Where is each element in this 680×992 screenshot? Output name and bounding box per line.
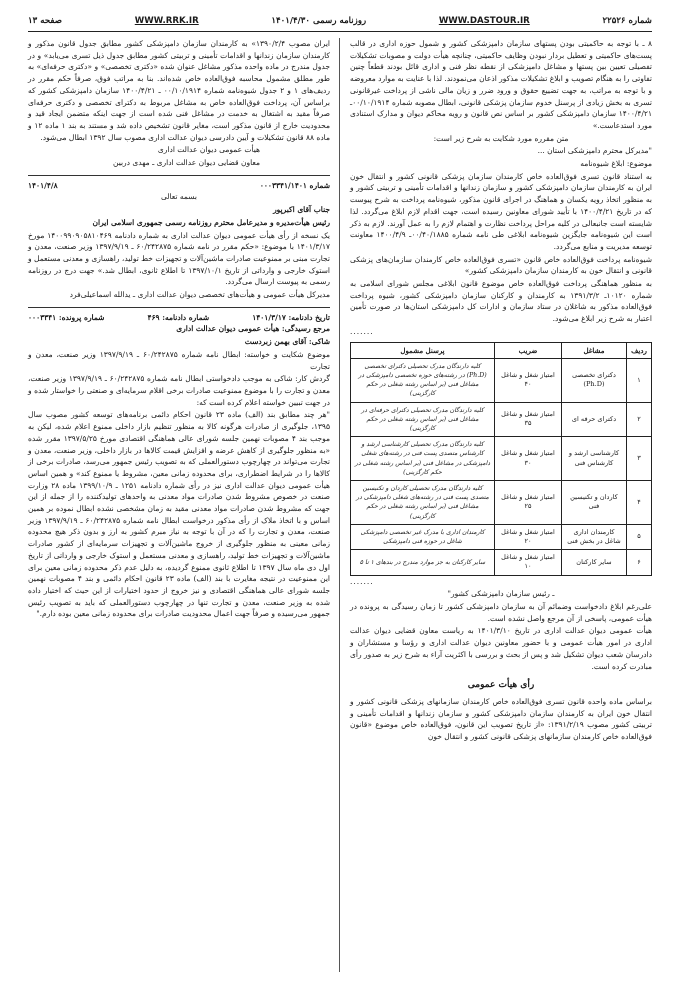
job-cell: دکترای حرفه ای <box>562 402 627 437</box>
row-number-cell: ۲ <box>627 402 652 437</box>
col-header-staff: پرسنل مشمول <box>351 342 495 358</box>
quote-paragraph: "هر چند مطابق بند (الف) ماده ۲۳ قانون احکام دائمی برنامه‌های توسعه کشور مصوب سال ۱۳۹۵، جلوگیری از صادرات هرگونه کالا به منظور تنظیم بازار داخلی ممنوع اعلام شده، لیکن به موجب بند ۴ مصوبات نهمین جلسه شورای عالی هماهنگی اقتصادی مورخ ۱۳۹۷/۵/۲۵ مقرر شده «به منظور جلوگیری از کاهش عرضه و افزایش قیمت کالاها در بازار داخلی، وزیر صنعت، معدن و تجارت می‌تواند در چهارچوب دستورالعملی که به تصویب رئیس جمهور می‌رسد، صادرات برخی از کالاها را در شرایط اضطراری، برای محدوده زمانی معین، مشروط یا ممنوع کند» و همین اساس هیأت عمومی دیوان عدالت اداری نیز در رأی شماره دادنامه ۱۲۵۱ ـ ۱۳۹۹/۱۰/۹ ماده ۲۸ وزارت صنعت در خصوص مشروط شدن صادرات مواد معدنی به واحدهای تولیدکننده را از جمله از این جهت که مشروط شدن صادرات مواد معدنی مقید به زمان مشخصی نشده ابطال نموده بر همین اساس و با اتخاذ ملاک از رأی مذکور درخواست ابطال نامه شماره ۶۰/۲۴۲۸۷۵ ـ ۱۳۹۷/۹/۱۹ وزیر صنعت، معدن و تجارت را که در آن با توجه به نیاز مبرم کشور به ارز و بدون ذکر هیچ محدوده زمانی معینی به منظور جلوگیری از خروج ماشین‌آلات و تجهیزات سرمایه‌ای از کشور صادرات ماشین‌آلات و تجهیزات خط تولید، راهسازی و معدنی مستعمل و استوک خارجی و وارداتی از تاریخ اول دی ماه سال ۱۳۹۷ تا اطلاع ثانوی ممنوع گردیده، به دلیل عدم ذکر محدوده زمانی معین برای این ممنوعیت در نتیجه مغایرت با بند (الف) ماده ۲۳ قانون احکام دائمی و بند ۴ مصوبات نهمین جلسه شورای عالی هماهنگی اقتصادی و نیز خروج از حدود اختیارات از این حیث که اختیار داده شده به وزیر صنعت، معدن و تجارت تنها در چهارچوب دستورالعملی که باید به تصویب رئیس جمهور می‌رسیده و صرفاً جهت اعمال محدودیت صادرات برای محدوده زمانی معین بوده دارم." <box>28 410 331 619</box>
table-row <box>351 524 652 549</box>
table-row <box>351 550 652 575</box>
table-header-row <box>351 342 652 358</box>
right-column <box>350 38 652 744</box>
col-header-coefficient: ضریب <box>495 342 562 358</box>
coefficient-table <box>350 342 652 576</box>
subject-line: موضوع: ابلاغ شیوه‌نامه <box>580 159 652 169</box>
issue-number: شماره ۲۲۵۲۶ <box>602 16 652 26</box>
col-header-jobs: مشاغل <box>562 342 627 358</box>
coefficient-cell: امتیاز شغل و شاغل ۴۰ <box>495 358 562 402</box>
coefficient-cell: امتیاز شغل و شاغل ۲۰ <box>495 524 562 549</box>
table-row <box>351 358 652 402</box>
column-divider <box>339 38 340 972</box>
signature-deputy: معاون قضایی دیوان عدالت اداری ـ مهدی دربین <box>113 158 260 168</box>
body-paragraph: به استناد قانون تسری فوق‌العاده خاص کارمندان سازمان پزشکی قانونی کشور و انتقال خون ایران به کارمندان سازمان دامپزشکی کشور و سازمان زندانها و اقدامات تأمینی و تربیتی کشور و به منظور اتخاذ رویه یکسان و هماهنگ در اجرای قانون مذکور، شیوه‌نامه پرداخت به شرح پیوست که در تاریخ ۱۴۰۰/۴/۲۱ با تأیید شورای معاونین رسیده است، جهت اقدام لازم ابلاغ می‌گردد. لذا شایسته است جانبعالی در کلیه مراحل پرداخت نظارت و اهتمام لازم را به عمل آورند. لازم به ذکر است این شیوه‌نامه جایگزین شیوه‌نامه ابلاغی طی نامه شماره ۰۰/۴۰/۱۸۸۵ـ ۱۴۰۰/۴/۹ معاونت توسعه مدیریت و منابع می‌گردد. <box>350 171 652 251</box>
ruling-title: رأی هیأت عمومی <box>467 680 535 691</box>
col-header-row-number: ردیف <box>627 342 652 358</box>
job-cell: کارمندان اداری شاغل در بخش فنی <box>562 524 627 549</box>
row-number-cell: ۵ <box>627 524 652 549</box>
guideline-title: شیوه‌نامه پرداخت فوق‌العاده خاص قانون «تسری فوق‌العاده خاص کارمندان سازمان‌های پزشکی قانونی و انتقال خون به کارمندان سازمان دامپزشکی کشور» <box>350 254 652 276</box>
dots-separator: ....... <box>350 326 374 336</box>
site-link-dastour[interactable]: WWW.DASTOUR.IR <box>438 16 530 26</box>
row-number-cell: ۳ <box>627 437 652 481</box>
sender-line: مدیرکل هیأت عمومی و هیأت‌های تخصصی دیوان عدالت اداری ـ یدالله اسماعیلی‌فرد <box>69 290 330 300</box>
section-divider <box>28 175 330 176</box>
case-number: شماره پرونده: ۰۰۰۳۳۴۱ <box>28 312 105 322</box>
org-signature: ـ رئیس سازمان دامپزشکی کشور" <box>447 589 555 599</box>
table-row <box>351 481 652 525</box>
staff-cell: کلیه دارندگان مدرک تحصیلی کاردان و تکنیسین متصدی پست فنی در رشته‌های شغلی دامپزشکی در مشاغل فنی (بر اساس رشته شغلی در حکم کارگزینی) <box>351 481 495 525</box>
job-cell: کاردان و تکنیسین فنی <box>562 481 627 525</box>
job-cell: کارشناسی ارشد و کارشناس فنی <box>562 437 627 481</box>
recipient-name: جناب آقای اکبرپور <box>273 205 330 215</box>
staff-cell: کارمندان اداری با مدرک غیر تخصصی دامپزشکی شاغل در حوزه فنی دامپزشکی <box>351 524 495 549</box>
table-row <box>351 437 652 481</box>
addressee: "مدیرکل محترم دامپزشکی استان ... <box>537 146 652 156</box>
doc-number: شماره ۰۰۰۳۳۴۱/۱۴۰۱ <box>259 180 330 190</box>
staff-cell: کلیه دارندگان مدرک تحصیلی کارشناسی ارشد و کارشناس متصدی پست فنی در رشته‌های شغلی دامپزشکی در مشاغل فنی (بر اساس رشته شغلی در حکم کارگزینی) <box>351 437 495 481</box>
ruling-paragraph: براساس ماده واحده قانون تسری فوق‌العاده خاص کارمندان سازمانهای پزشکی قانونی کشور و انتقال خون ایران به کارمندان سازمان دامپزشکی کشور و سازمان زندانها و اقدامات تأمینی و تربیتی کشور مصوب ۱۳۹۱/۲/۱۹: «از تاریخ تصویب این قانون، فوق‌العاده خاص موضوع «قانون فوق‌العاده خاص کارمندان سازمانهای پزشکی قانونی کشور و انتقال خون <box>350 696 652 742</box>
intro-paragraph: ۸ ـ با توجه به حاکمیتی بودن پستهای سازمان دامپزشکی کشور و شمول حوزه اداری در قالب پست‌های حاکمیتی و تعطیل بردار نبودن وظایف حاکمیتی، چنانچه هیأت دولت و مصوبات تشکیلات تفصیلی تعیین بین پستها و مشاغل دامپزشکی از نقطه نظر فنی و اداری قائل بودند قطعاً چنین تفاوتی را به هنگام تصویب و ابلاغ تشکیلات مذکور اذعان می‌نمودند. لذا با عنایت به موارد معروضه و با توجه به مراتب، به جهت تضییع حقوق و ورود ضرر و زیان مالی ناشی از پرداخت غیرقانونی تسری به بخش زیادی از پرسنل خدوم سازمان پزشکی قانونی، ابطال مصوبه شماره ۰۰/۱۰/۱۹۱۴ـ ۱۴۰۰/۴/۲۱ سازمان دامپزشکی کشور بر اساس نص قانون و رویه محاکم دیوان و مدارک استنادی مورد استدعاست.» <box>350 39 652 130</box>
page-header <box>28 14 652 28</box>
coefficient-cell: امتیاز شغل و شاغل ۲۵ <box>495 481 562 525</box>
ruling-continuation: ایران مصوب ۱۳۹۰/۲/۴» به کارمندان سازمان دامپزشکی کشور مطابق جدول قانون مذکور و کارمندان سازمان زندانها و اقدامات تأمینی و تربیتی کشور مطابق جدول ذیل تسری می‌یابد» و در جدول مندرج در ماده واحده مذکور مشاغل عنوان شده «دکتری تخصصی» و «دکتری حرفه‌ای» به طور مطلق مشمول محاسبه فوق‌العاده خاص شده‌اند. بنا به مراتب فوق، صرفاً حکم مقرر در ردیف‌های ۱ و ۲ جدول شیوه‌نامه شماره ۰۰/۱۰/۱۹۱۴ ـ ۱۴۰۰/۴/۲۱ سازمان دامپزشکی کشور که براساس آن، پرداخت فوق‌العاده خاص به مشاغل مربوط به دکترای تخصصی و دکتری حرفه‌ای صرفاً مقید به اشتغال به خدمت در مشاغل فنی شده است از جهت اینکه متضمن ایجاد قید و محدودیت خارج از قانون مذکور است، مغایر قانون تشخیص داده شد و مستند به بند ۱ ماده ۱۲ و ماده ۸۸ قانون تشکیلات و آیین دادرسی دیوان عدالت اداری مصوب سال ۱۳۹۲ ابطال می‌شود. <box>28 39 331 142</box>
authority-line: مرجع رسیدگی: هیأت عمومی دیوان عدالت اداری <box>176 324 330 334</box>
doc-date: ۱۴۰۱/۴/۸ <box>28 180 58 190</box>
recipient-role: رئیس هیأت‌مدیره و مدیرعامل محترم روزنامه رسمی جمهوری اسلامی ایران <box>92 217 330 227</box>
row-number-cell: ۱ <box>627 358 652 402</box>
proceedings-paragraph: گردش کار: شاکی به موجب دادخواستی ابطال نامه شماره ۶۰/۲۴۲۸۷۵ ـ ۱۳۹۷/۹/۱۹ وزیر صنعت، معدن و تجارت را با موضوع ممنوعیت صادرات برخی اقلام سرمایه‌ای و صنعتی را خواستار شده و در جهت تبیین خواسته اعلام کرده است که: <box>28 374 331 407</box>
text-intro: متن مقرره مورد شکایت به شرح زیر است: <box>433 133 569 143</box>
plaintiff-line: شاکی: آقای بهمن زبردست <box>244 337 330 347</box>
guideline-paragraph: به منظور هماهنگی پرداخت فوق‌العاده خاص موضوع قانون ابلاغی مجلس شورای اسلامی به شماره ۱۰۱۲۰ـ ۱۳۹۱/۳/۲ به کارمندان و کارکنان سازمان دامپزشکی کشور، شیوه پرداخت فوق‌العاده مذکور به شاغلان در ستاد سازمان و ادارات کل دامپزشکی استان‌ها در صورت تأمین اعتبار به شرح زیر ابلاغ می‌شود. <box>350 279 652 324</box>
coefficient-cell: امتیاز شغل و شاغل ۳۰ <box>495 437 562 481</box>
table-row <box>351 402 652 437</box>
page-number: صفحه ۱۳ <box>28 16 63 26</box>
signature-general-board: هیأت عمومی دیوان عدالت اداری <box>157 145 260 155</box>
bismillah: بسمه تعالی <box>160 192 198 202</box>
response-paragraph: علی‌رغم ابلاغ دادخواست وضمائم آن به سازمان دامپزشکی کشور تا زمان رسیدگی به پرونده در هیأت عمومی، پاسخی از آن مرجع واصل نشده است. <box>350 602 652 623</box>
header-divider <box>28 31 652 32</box>
staff-cell: کلیه دارندگان مدرک تحصیلی دکترای حرفه‌ای در مشاغل فنی (بر اساس رشته شغلی در حکم کارگزینی) <box>351 402 495 437</box>
left-column <box>28 38 330 621</box>
staff-cell: سایر کارکنان به جز موارد مندرج در بندهای ۱ تا ۵ <box>351 550 495 575</box>
complaint-subject: موضوع شکایت و خواسته: ابطال نامه شماره ۶۰/۲۴۲۸۷۵ ـ ۱۳۹۷/۹/۱۹ وزیر صنعت، معدن و تجارت <box>28 349 331 371</box>
gazette-date: روزنامه رسمی ۱۴۰۱/۴/۳۰ <box>271 16 367 26</box>
verdict-date: تاریخ دادنامه: ۱۴۰۱/۳/۱۷ <box>252 312 330 322</box>
job-cell: دکترای تخصصی (Ph.D) <box>562 358 627 402</box>
dots-separator: ....... <box>350 576 374 586</box>
job-cell: سایر کارکنان <box>562 550 627 575</box>
section-divider <box>28 307 330 308</box>
verdict-meta-row <box>28 312 330 324</box>
verdict-number: شماره دادنامه: ۴۶۹ <box>147 312 210 322</box>
row-number-cell: ۴ <box>627 481 652 525</box>
request-paragraph: یک نسخه از رأی هیأت عمومی دیوان عدالت اداری به شماره دادنامه ۱۴۰۰۹۹۰۹۰۵۸۱۰۴۶۹ مورخ ۱۴۰۱/۳/۱۷ با موضوع: «حکم مقرر در نامه شماره ۶۰/۲۴۲۸۷۵ ـ ۱۳۹۷/۹/۱۹ وزیر صنعت، معدن و تجارت مبنی بر ممنوعیت صادرات ماشین‌آلات و تجهیزات خط تولید، راهسازی و معدنی مستعمل و استوک خارجی و وارداتی از تاریخ ۱۳۹۷/۱۰/۱ تا اطلاع ثانوی، ابطال شد.» جهت درج در روزنامه رسمی به پیوست ارسال می‌گردد. <box>28 230 331 287</box>
site-link-rrk[interactable]: WWW.RRK.IR <box>134 16 199 26</box>
row-number-cell: ۶ <box>627 550 652 575</box>
coefficient-cell: امتیاز شغل و شاغل ۳۵ <box>495 402 562 437</box>
coefficient-cell: امتیاز شغل و شاغل ۱۰ <box>495 550 562 575</box>
session-paragraph: هیأت عمومی دیوان عدالت اداری در تاریخ ۱۴۰۱/۳/۱۰ به ریاست معاون قضایی دیوان عدالت اداری در امور هیأت عمومی و با حضور معاونین دیوان عدالت اداری و رؤسا و مستشاران و دادرسان شعب دیوان تشکیل شد و پس از بحث و بررسی با اکثریت آراء به شرح زیر به صدور رأی مبادرت کرده است. <box>350 626 652 671</box>
doc-meta-row <box>28 180 330 192</box>
staff-cell: کلیه دارندگان مدرک تحصیلی دکترای تخصصی (Ph.D) در رشته‌های حوزه تخصصی دامپزشکی در مشاغل فنی (بر اساس رشته شغلی در حکم کارگزینی) <box>351 358 495 402</box>
